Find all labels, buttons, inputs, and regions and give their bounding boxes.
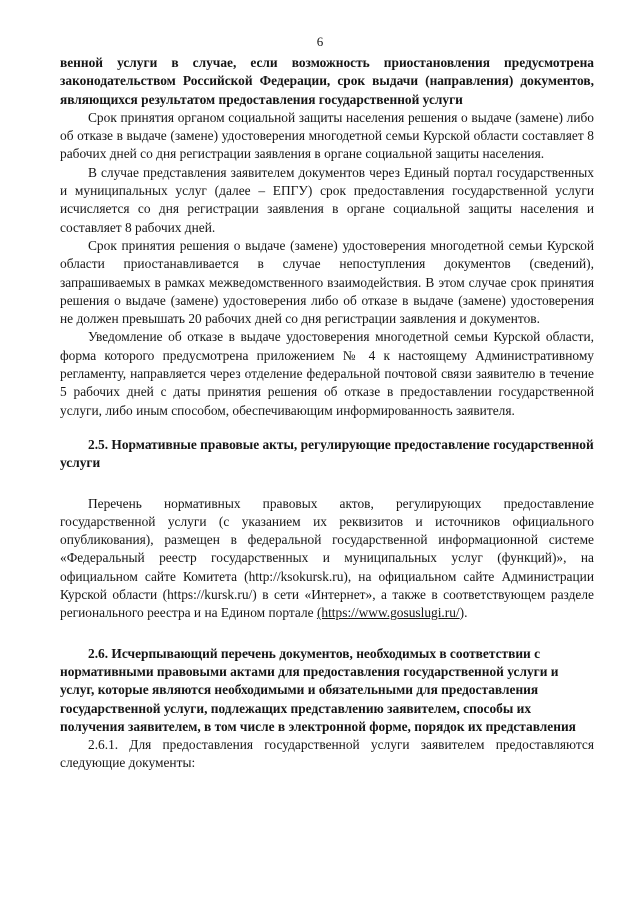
section-2-5-tail: ). xyxy=(459,605,468,621)
paragraph-suspension: Срок принятия решения о выдаче (замене) удостоверения многодетной семьи Курской области приостанавливается в случае непоступления документов (сведений), запрашиваемых в рамках межведомственного взаимодействия. В этом случае срок принятия решения о выдаче (замене) удостоверения либо об отказе в выдаче (замене) удостоверения не должен превышать 20 рабочих дней со дня регистрации заявления и документов. xyxy=(60,237,594,327)
paragraph-refusal-notice: Уведомление об отказе в выдаче удостоверения многодетной семьи Курской области, форма которого предусмотрена приложением № 4 к настоящему Административному регламенту, направляется через отделение федеральной почтовой связи заявителю в течение 5 рабочих дней с даты принятия решения об отказе в предоставлении государственной услуги, либо иным способом, обеспечивающим информированность заявителя. xyxy=(60,329,594,418)
section-2-5-body xyxy=(60,495,594,623)
section-2-5-heading: 2.5. Нормативные правовые акты, регулирующие предоставление государственной услуги xyxy=(60,436,594,471)
document-body xyxy=(60,54,594,773)
section-2-5-text: Перечень нормативных правовых актов, регулирующих предоставление государственной услуги (с указанием их реквизитов и источников официального опубликования), размещен в федеральной государственной информационной системе «Федеральный реестр государственных и муниципальных услуг (функций)», на официальном сайте Комитета (http://ksokursk.ru), на официальном сайте Администрации Курской области (https://kursk.ru/) в сети «Интернет», а также в соответствующем разделе регионального реестра и на Едином портале xyxy=(60,495,594,621)
intro-heading: венной услуги в случае, если возможность приостановления предусмотрена законодательством Российской Федерации, срок выдачи (направления) документов, являющихся результатом предоставления государственной услуги xyxy=(60,55,594,107)
item-2-6-1: 2.6.1. Для предоставления государственной услуги заявителем предоставляются следующие документы: xyxy=(60,737,594,771)
paragraph-decision-term: Срок принятия органом социальной защиты населения решения о выдаче (замене) либо об отказе в выдаче (замене) удостоверения многодетной семьи Курской области составляет 8 рабочих дней со дня регистрации заявления в органе социальной защиты населения. xyxy=(60,109,594,162)
section-2-6-heading: 2.6. Исчерпывающий перечень документов, необходимых в соответствии с нормативными правовыми актами для предоставления государственной услуги и услуг, которые являются необходимыми и обязательными для предоставления государственной услуги, подлежащих представлению заявителем, способы их получения заявителем, в том числе в электронной форме, порядок их представления xyxy=(60,645,576,734)
page-number: 6 xyxy=(316,34,324,49)
gosuslugi-link[interactable]: (https://www.gosuslugi.ru/ xyxy=(316,605,460,621)
paragraph-epgu-term: В случае представления заявителем документов через Единый портал государственных и муниципальных услуг (далее – ЕПГУ) срок предоставления государственной услуги исчисляется со дня регистрации заявления в органе социальной защиты населения и составляет 8 рабочих дней. xyxy=(60,164,594,235)
